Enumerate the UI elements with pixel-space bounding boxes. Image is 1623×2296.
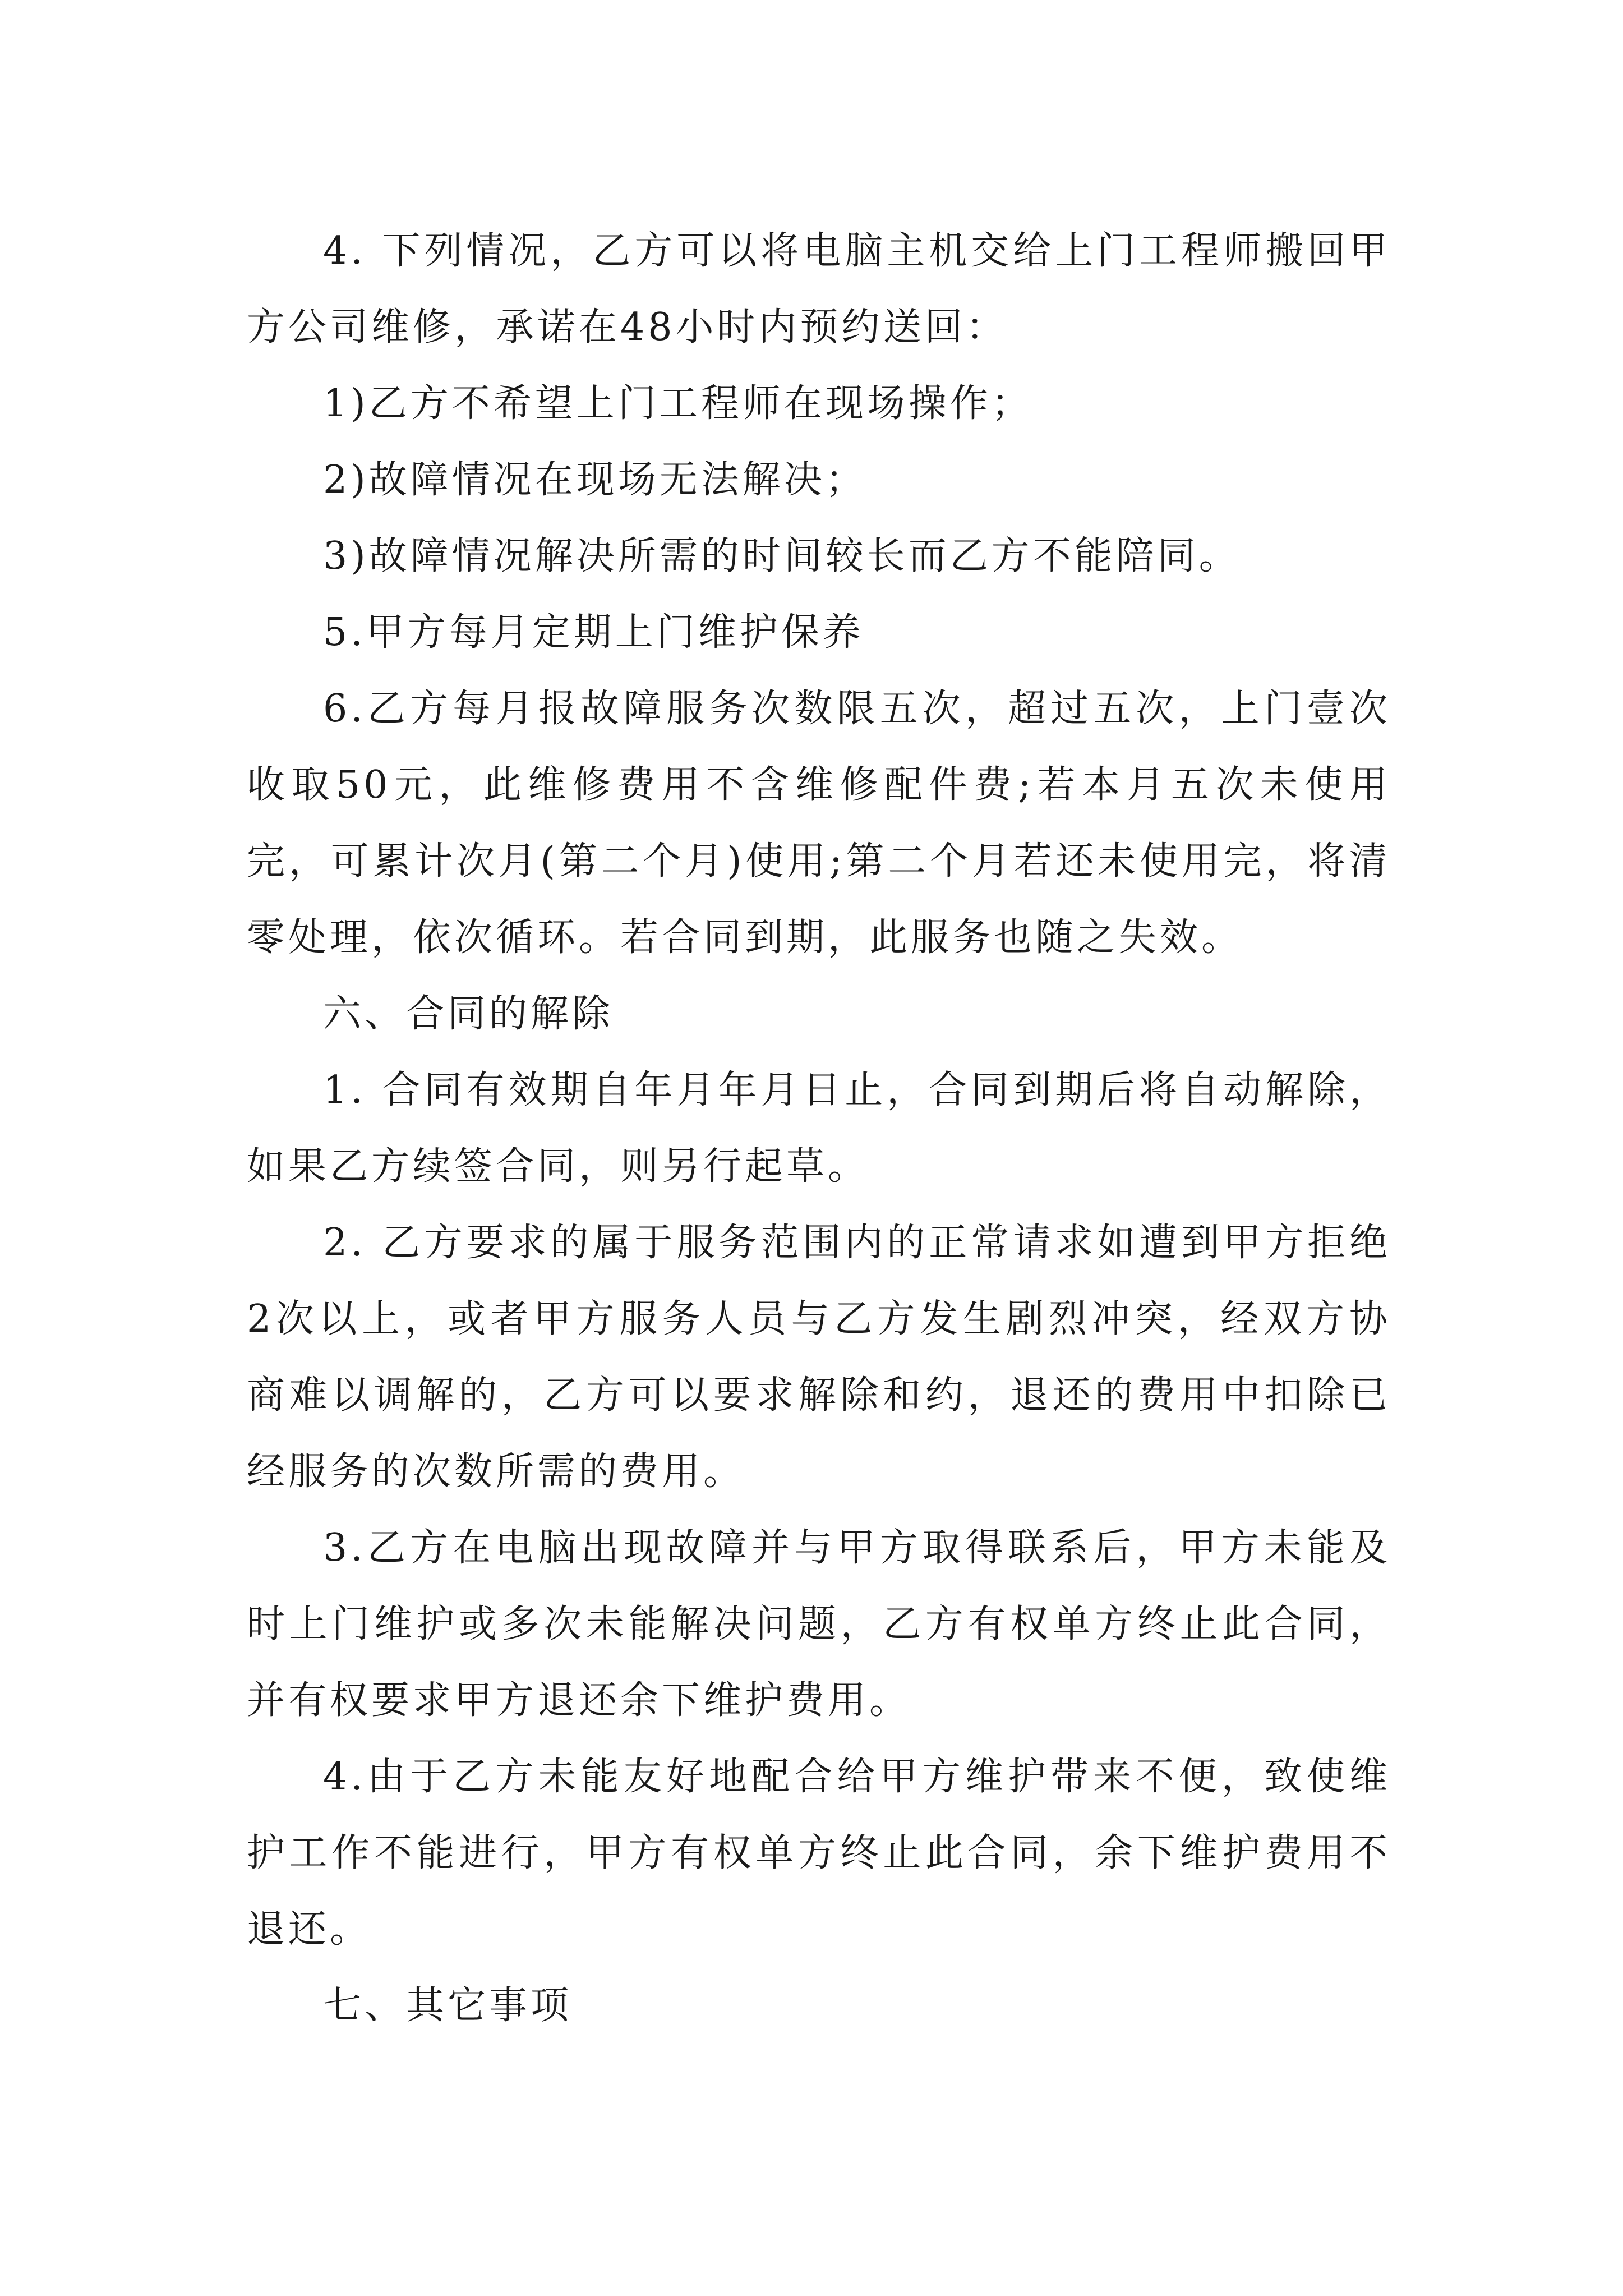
paragraph-item-5-maintenance: 5.甲方每月定期上门维护保养: [323, 610, 864, 655]
paragraph-termination-3: 3.乙方在电脑出现故障并与甲方取得联系后，甲方未能及时上门维护或多次未能解决问题，乙方有权单方终止此合同，并有权要求甲方退还余下维护费用。: [247, 1526, 1391, 1723]
section-heading-other-matters: 七、其它事项: [323, 1984, 573, 2028]
paragraph-item-4-offsite-repair: 4. 下列情况，乙方可以将电脑主机交给上门工程师搬回甲方公司维修，承诺在48小时内预约送回：: [247, 229, 1391, 349]
paragraph-termination-4: 4.由于乙方未能友好地配合给甲方维护带来不便，致使维护工作不能进行，甲方有权单方终止此合同，余下维护费用不退还。: [247, 1755, 1391, 1952]
paragraph-item-6-service-limit: 6.乙方每月报故障服务次数限五次，超过五次，上门壹次收取50元，此维修费用不含维修配件费;若本月五次未使用完，可累计次月(第二个月)使用;第二个月若还未使用完，将清零处理，依次循环。若合同到期，此服务也随之失效。: [247, 687, 1391, 960]
paragraph-subitem-3: 3)故障情况解决所需的时间较长而乙方不能陪同。: [323, 534, 1241, 578]
paragraph-subitem-1: 1)乙方不希望上门工程师在现场操作；: [323, 381, 1033, 426]
document-body: [247, 213, 1391, 2044]
paragraph-termination-1: 1. 合同有效期自年月年月日止，合同到期后将自动解除，如果乙方续签合同，则另行起草。: [247, 1068, 1391, 1189]
section-heading-termination: 六、合同的解除: [323, 992, 614, 1036]
paragraph-termination-2: 2. 乙方要求的属于服务范围内的正常请求如遭到甲方拒绝2次以上，或者甲方服务人员与乙方发生剧烈冲突，经双方协商难以调解的，乙方可以要求解除和约，退还的费用中扣除已经服务的次数所需的费用。: [247, 1221, 1391, 1494]
paragraph-subitem-2: 2)故障情况在现场无法解决；: [323, 458, 867, 502]
